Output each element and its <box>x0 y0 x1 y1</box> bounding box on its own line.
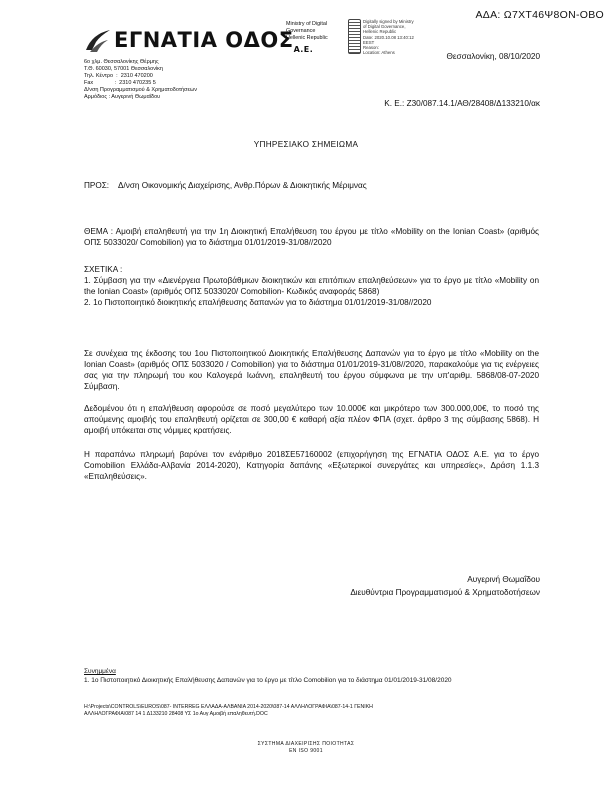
ada-code: ΑΔΑ: Ω7ΧΤ46Ψ8ΟΝ-ΟΒΟ <box>475 9 604 21</box>
sender-responsible: Αρμόδιος : Αυγερινή Θωμαΐδου <box>84 94 161 100</box>
logo-text: ΕΓΝΑΤΙΑ ΟΔΟΣ <box>114 28 294 52</box>
sender-division: Δ/νση Προγραμματισμού & Χρηματοδοτήσεων <box>84 87 197 93</box>
sender-address-1: 6ο χλμ. Θεσσαλονίκης Θέρμης <box>84 59 159 65</box>
sign-detail-4: Date: 2020.10.08 13:40:12 <box>363 34 414 40</box>
logo-suffix: Α.Ε. <box>293 45 314 55</box>
footer-cert-1: ΣΥΣΤΗΜΑ ΔΙΑΧΕΙΡΙΣΗΣ ΠΟΙΟΤΗΤΑΣ <box>257 741 355 747</box>
subject-text: : Αμοιβή επαληθευτή για την 1η Διοικητική Επαλήθευση του έργου με τίτλο «Mobility on the Ionian Coast» (αριθμός ΟΠΣ 5033020/ Comobilion) για το διάστημα 01/01/2019-31/08//2020 <box>84 227 539 247</box>
reference-number: Κ. Ε.: Ζ30/087.14.1/ΑΘ/28408/Δ133210/ακ <box>384 99 540 108</box>
footer-path-1: Η:\Projects\CONTROLS\EUROS\087- INTERREG ΕΛΛΑΔΑ-ΑΛΒΑΝΙΑ 2014-2020\087-14 ΑΛΛΗΛΟΓΡΑΦΙΑ\087-14-1 ΓΕΝΙΚΗ <box>84 704 373 710</box>
sign-detail-2: of Digital Governance, <box>363 24 406 30</box>
signature-name: Αυγερινή Θωμαΐδου <box>467 575 540 584</box>
footer-cert-2: ΕΝ ISO 9001 <box>289 748 323 754</box>
sign-governance: Governance <box>286 28 316 34</box>
paragraph-3: Η παραπάνω πληρωμή βαρύνει τον ενάριθμο 2018ΣΕ57160002 (επιχορήγηση της ΕΓΝΑΤΙΑ ΟΔΟΣ Α.Ε. για το έργο Comobilion Ελλάδα-Αλβανία 2014-2020), Κατηγορία δαπάνης «Εξωτερικοί συνεργάτες και υπηρεσίες», Δράση 1.1.3 «Επαληθεύσεις». <box>84 450 539 481</box>
sender-block <box>84 59 284 101</box>
place-date: Θεσσαλονίκη, 08/10/2020 <box>446 52 540 61</box>
signature-seal-icon <box>348 19 361 54</box>
subject-block <box>84 226 539 248</box>
paragraph-1: Σε συνέχεια της έκδοσης του 1ου Πιστοποιητικού Διοικητικής Επαλήθευσης Δαπανών για το έργο με τίτλο «Mobility on the Ionian Coast» (αριθμός ΟΠΣ 5033020 / Comobilion) για το διάστημα 01/01/2019-31/08//2020, παρακαλούμε για τις ενέργειες σας για την πληρωμή του κου Καλογερά Ιωάννη, επαληθευτή του έργου σύμφωνα με την υπ'αριθμ. 5868/08-07-2020 Σύμβαση. <box>84 349 539 391</box>
sender-fax: Fax : 2310 470235 5 <box>84 80 156 86</box>
sign-detail-6: Reason: <box>363 45 380 51</box>
to-label: ΠΡΟΣ: <box>84 181 110 190</box>
attachments-label: Συνημμένα <box>84 668 116 675</box>
related-item-2: 2. 1ο Πιστοποιητικό διοικητικής επαλήθευσης δαπανών για το διάστημα 01/01/2019-31/08//2020 <box>84 298 432 307</box>
attachments-block <box>84 667 539 685</box>
sign-detail-5: EEST <box>363 39 375 45</box>
sign-detail-1: Digitally signed by Ministry <box>363 19 414 24</box>
attachment-item-1: 1. 1ο Πιστοποιητικό Διοικητικής Επαλήθευσης Δαπανών για το έργο με τίτλο Comobilion για το διάστημα 01/01/2019-31/08/2020 <box>84 677 452 684</box>
to-value: Δ/νση Οικονομικής Διαχείρισης, Ανθρ.Πόρων & Διοικητικής Μέριμνας <box>118 181 367 190</box>
subject-label: ΘΕΜΑ <box>84 227 108 236</box>
logo-mark-icon <box>84 28 112 54</box>
footer-certification <box>0 741 612 755</box>
sign-ministry: Ministry of Digital <box>286 21 328 27</box>
related-label: ΣΧΕΤΙΚΑ : <box>84 265 123 274</box>
sign-republic: Hellenic Republic <box>286 35 328 41</box>
sign-detail-3: Hellenic Republic <box>363 29 397 35</box>
sign-detail-7: Location: Athens <box>363 50 395 56</box>
signature-title: Διευθύντρια Προγραμματισμού & Χρηματοδοτήσεων <box>350 588 540 597</box>
related-block <box>84 264 539 308</box>
document-type: ΥΠΗΡΕΣΙΑΚΟ ΣΗΜΕΙΩΜΑ <box>253 140 359 149</box>
footer-path-2: ΑΛΛΗΛΟΓΡΑΦΙΑ\087 14 1 Δ133210 28408 ΥΣ 1ο Αυγ Αμοιβή επαληθευτή.DOC <box>84 711 268 717</box>
footer-path <box>84 704 539 718</box>
sender-address-2: Τ.Θ. 60030, 57001 Θεσσαλονίκη <box>84 66 163 72</box>
signature-block <box>350 574 540 598</box>
related-item-1: 1. Σύμβαση για την «Διενέργεια Πρωτοβάθμιων διοικητικών και επιτόπιων επαληθεύσεων» για το έργο με τίτλο «Mobility on the Ionian Coast» (αριθμός ΟΠΣ 5033020/ Comobilion- Κωδικός αναφοράς 5868) <box>84 276 539 296</box>
sender-phone: Τηλ. Κέντρο : 2310 470200 <box>84 73 153 79</box>
paragraph-2: Δεδομένου ότι η επαλήθευση αφορούσε σε ποσό μεγαλύτερο των 10.000€ και μικρότερο των 300.000,00€, το ποσό της απούμενης αμοιβής του επαληθευτή ορίζεται σε 300,00 € καθαρή αξία πλέον ΦΠΑ (σχετ. άρθρο 3 της σύμβασης 5868). Η αμοιβή υπόκειται στις νόμιμες κρατήσεις. <box>84 404 539 435</box>
